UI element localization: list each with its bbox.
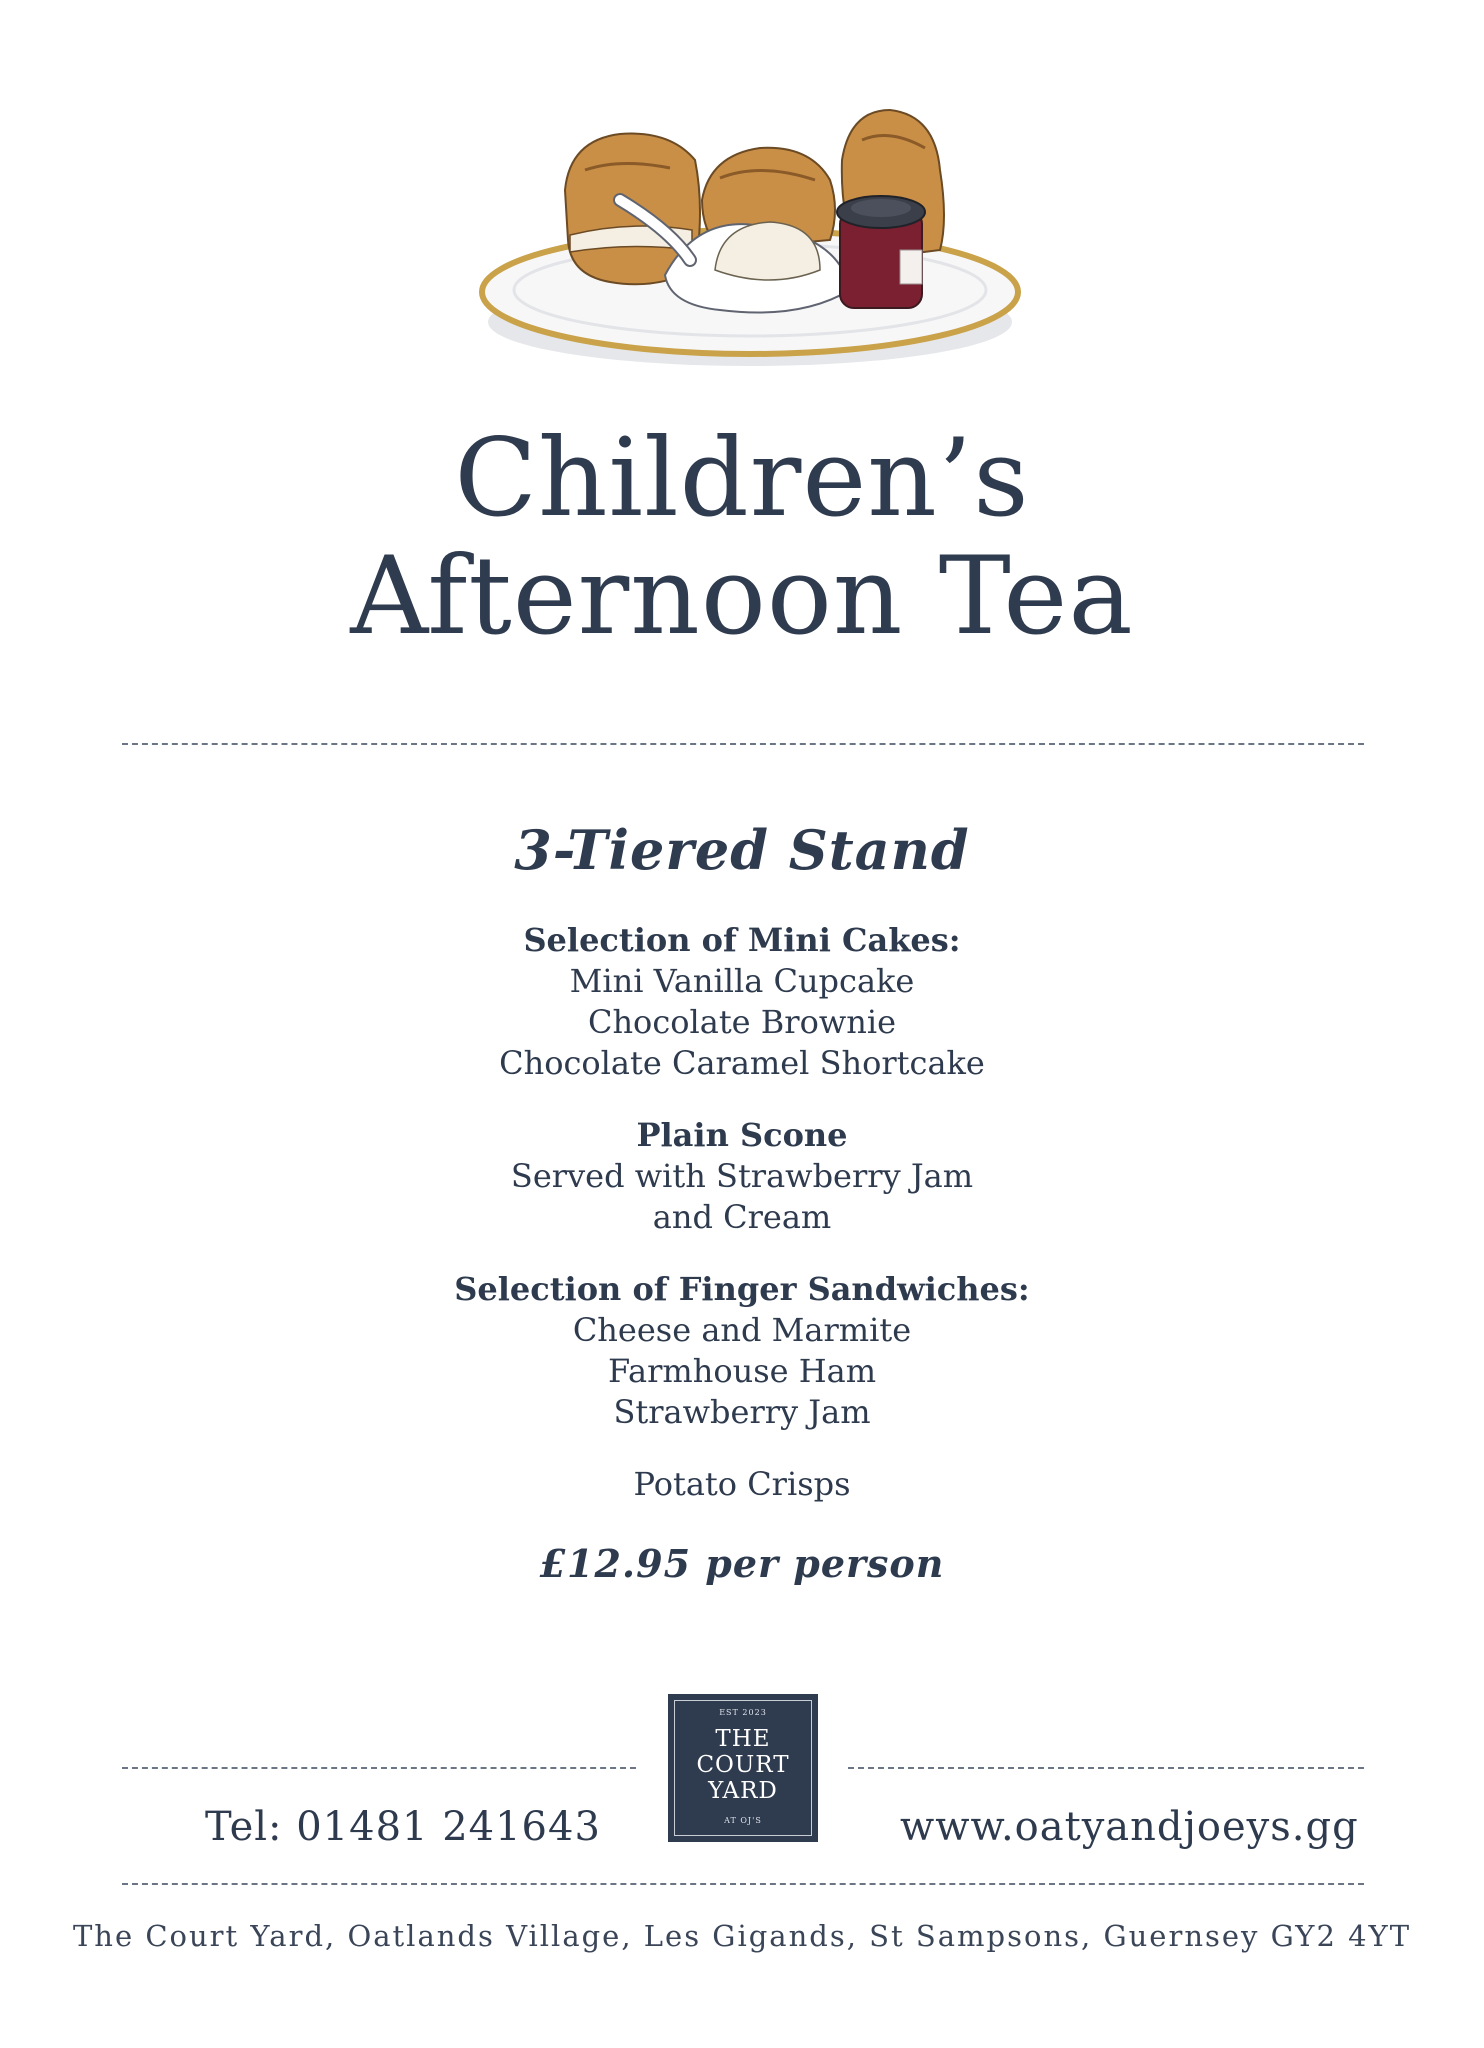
logo-name-line-2: COURT bbox=[696, 1752, 790, 1778]
scones-cream-jam-plate-icon bbox=[470, 100, 1030, 390]
address: The Court Yard, Oatlands Village, Les Gigands, St Sampsons, Guernsey GY2 4YT bbox=[72, 1919, 1412, 1953]
menu-item: Strawberry Jam bbox=[613, 1393, 871, 1431]
title-line-1: Children’s bbox=[454, 416, 1030, 541]
menu-section-mini-cakes bbox=[0, 920, 1484, 1084]
court-yard-logo bbox=[668, 1694, 818, 1842]
menu-item: Farmhouse Ham bbox=[607, 1352, 877, 1390]
title-line-2: Afternoon Tea bbox=[350, 534, 1134, 659]
logo-est: EST 2023 bbox=[719, 1708, 767, 1717]
menu-section-heading: Selection of Finger Sandwiches: bbox=[454, 1270, 1030, 1308]
logo-name bbox=[668, 1726, 818, 1804]
menu-item: Chocolate Caramel Shortcake bbox=[499, 1044, 985, 1082]
menu-section-crisps bbox=[0, 1464, 1484, 1505]
menu-item: and Cream bbox=[652, 1198, 832, 1236]
divider-bottom bbox=[122, 1883, 1364, 1885]
price: £12.95 per person bbox=[539, 1541, 945, 1586]
divider-top bbox=[122, 743, 1364, 745]
divider-footer-right bbox=[848, 1767, 1364, 1769]
menu-section-plain-scone bbox=[0, 1115, 1484, 1238]
menu-item: Mini Vanilla Cupcake bbox=[569, 962, 915, 1000]
menu-item: Chocolate Brownie bbox=[587, 1003, 897, 1041]
menu-section-heading: Selection of Mini Cakes: bbox=[523, 921, 961, 959]
divider-footer-left bbox=[122, 1767, 636, 1769]
menu-item: Cheese and Marmite bbox=[572, 1311, 912, 1349]
website-link[interactable]: www.oatyandjoeys.gg bbox=[900, 1804, 1359, 1850]
page-title bbox=[0, 416, 1484, 659]
menu-section-heading: Plain Scone bbox=[636, 1116, 848, 1154]
menu-item: Served with Strawberry Jam bbox=[510, 1157, 974, 1195]
telephone[interactable]: Tel: 01481 241643 bbox=[205, 1804, 601, 1850]
menu-heading: 3-Tiered Stand bbox=[514, 818, 970, 882]
logo-sub: AT OJ'S bbox=[724, 1816, 762, 1825]
logo-name-line-3: YARD bbox=[708, 1778, 778, 1804]
menu-item: Potato Crisps bbox=[633, 1465, 851, 1503]
menu-section-finger-sandwiches bbox=[0, 1269, 1484, 1433]
logo-name-line-1: THE bbox=[715, 1726, 771, 1752]
